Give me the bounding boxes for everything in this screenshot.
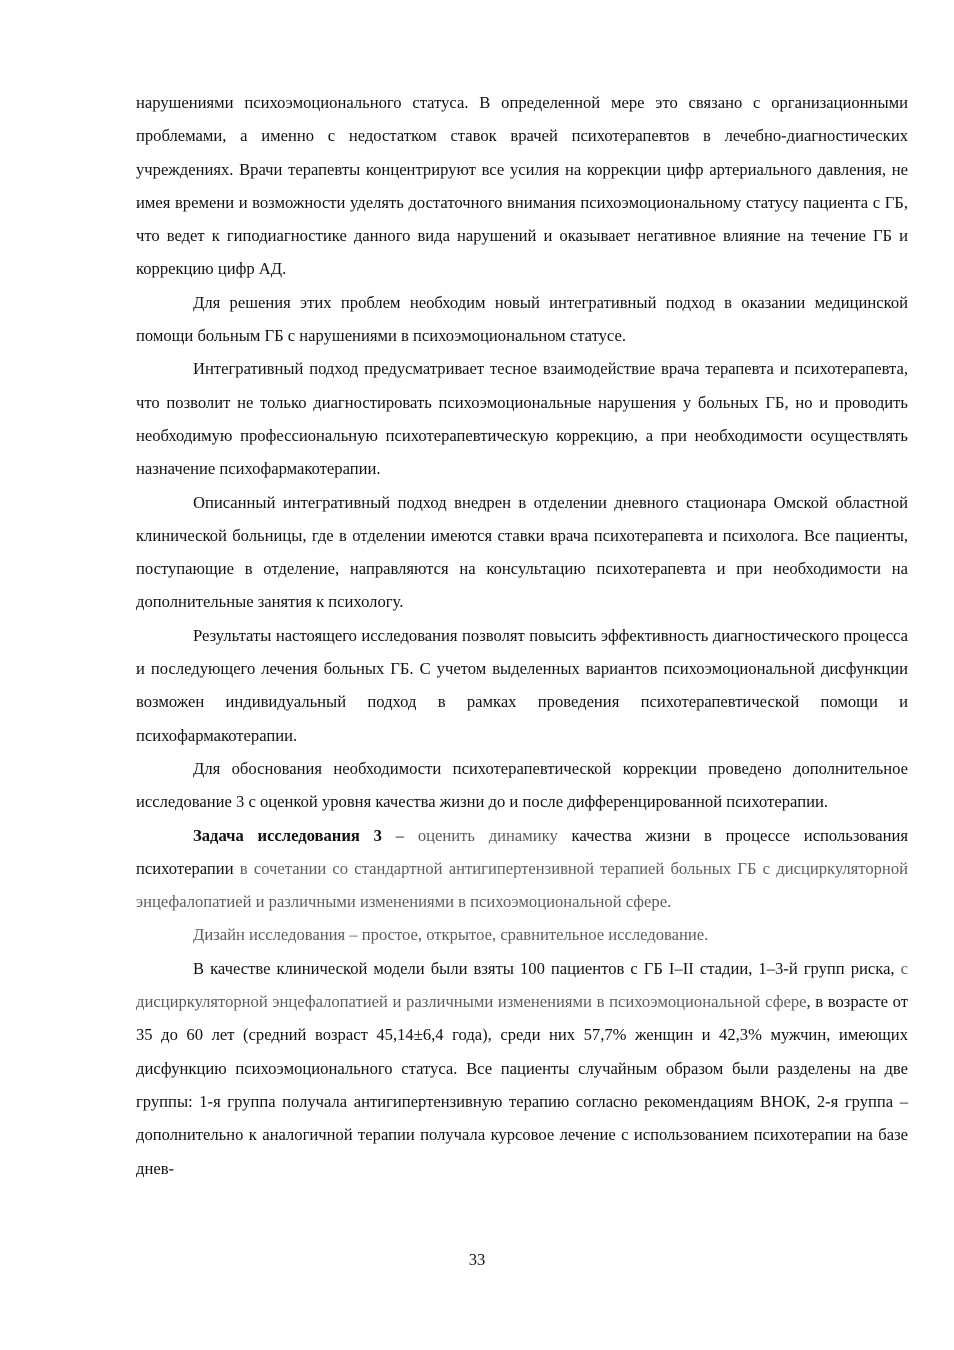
bold-text-segment: Задача исследования 3 bbox=[193, 825, 382, 845]
paragraph bbox=[136, 619, 908, 752]
paragraph bbox=[136, 819, 908, 919]
text-segment: нарушениями психоэмоционального статуса. В определенной мере это связано с организационными проблемами, а именно с недостатком ставок врачей психотерапевтов в лечебно-диагностических учреждениях. Врачи терапевты концентрируют все усилия на коррекции цифр артериального давления, не имея времени и возможности уделять достаточного внимания психоэмоциональному статусу пациента с ГБ, что ведет к гиподиагностике данного вида нарушений и оказывает негативное влияние на течение ГБ и коррекцию цифр АД. bbox=[136, 93, 908, 279]
text-segment: , в возрасте от 35 до 60 лет (средний возраст 45,14±6,4 года), среди них 57,7% женщин и 42,3% мужчин, имеющих дисфункцию психоэмоционального статуса. Все пациенты случайным образом были разделены на две группы: 1-я группа получала антигипертензивную терапию согласно рекомендациям ВНОК, 2-я группа – дополнительно к аналогичной терапии получала курсовое лечение с использованием психотерапии на базе днев- bbox=[136, 992, 908, 1178]
text-segment: Описанный интегративный подход внедрен в отделении дневного стационара Омской областной клинической больницы, где в отделении имеются ставки врача психотерапевта и психолога. Все пациенты, поступающие в отделение, направляются на консультацию психотерапевта и при необходимости на дополнительные занятия к психологу. bbox=[136, 492, 908, 612]
text-segment: Для решения этих проблем необходим новый интегративный подход в оказании медицинской помощи больным ГБ с нарушениями в психоэмоциональном статусе. bbox=[136, 292, 908, 346]
text-segment: в сочетании со стандартной антигипертензивной терапией больных ГБ с дисциркуляторной энцефалопатией и различными изменениями в психоэмоциональной сфере. bbox=[136, 858, 908, 912]
paragraph bbox=[136, 486, 908, 619]
text-segment: Интегративный подход предусматривает тесное взаимодействие врача терапевта и психотерапевта, что позволит не только диагностировать психоэмоциональные нарушения у больных ГБ, но и проводить необходимую профессиональную психотерапевтическую коррекцию, а при необходимости осуществлять назначение психофармакотерапии. bbox=[136, 359, 908, 479]
page-number: 33 bbox=[468, 1250, 486, 1269]
text-segment: – bbox=[381, 825, 418, 845]
paragraph bbox=[136, 286, 908, 353]
document-body bbox=[136, 86, 908, 1185]
text-segment: качества жизни в процессе использования психотерапии bbox=[136, 825, 908, 878]
paragraph bbox=[136, 918, 908, 951]
paragraph bbox=[136, 352, 908, 485]
text-segment: В качестве клинической модели были взяты 100 пациентов с ГБ I–II стадии, 1–3-й групп риска, bbox=[193, 958, 901, 978]
text-segment: оценить динамику bbox=[417, 825, 558, 845]
text-segment: с дисциркуляторной энцефалопатией и различными изменениями в психоэмоциональной сфере bbox=[136, 958, 908, 1012]
paragraph bbox=[136, 752, 908, 819]
text-segment: Результаты настоящего исследования позволят повысить эффективность диагностического процесса и последующего лечения больных ГБ. С учетом выделенных вариантов психоэмоциональной дисфункции возможен индивидуальный подход в рамках проведения психотерапевтической помощи и психофармакотерапии. bbox=[136, 625, 908, 745]
paragraph bbox=[136, 952, 908, 1185]
text-segment: Для обоснования необходимости психотерапевтической коррекции проведено дополнительное исследование 3 с оценкой уровня качества жизни до и после дифференцированной психотерапии. bbox=[136, 758, 908, 812]
paragraph bbox=[136, 86, 908, 286]
text-segment: Дизайн исследования – простое, открытое, сравнительное исследование. bbox=[193, 925, 709, 945]
